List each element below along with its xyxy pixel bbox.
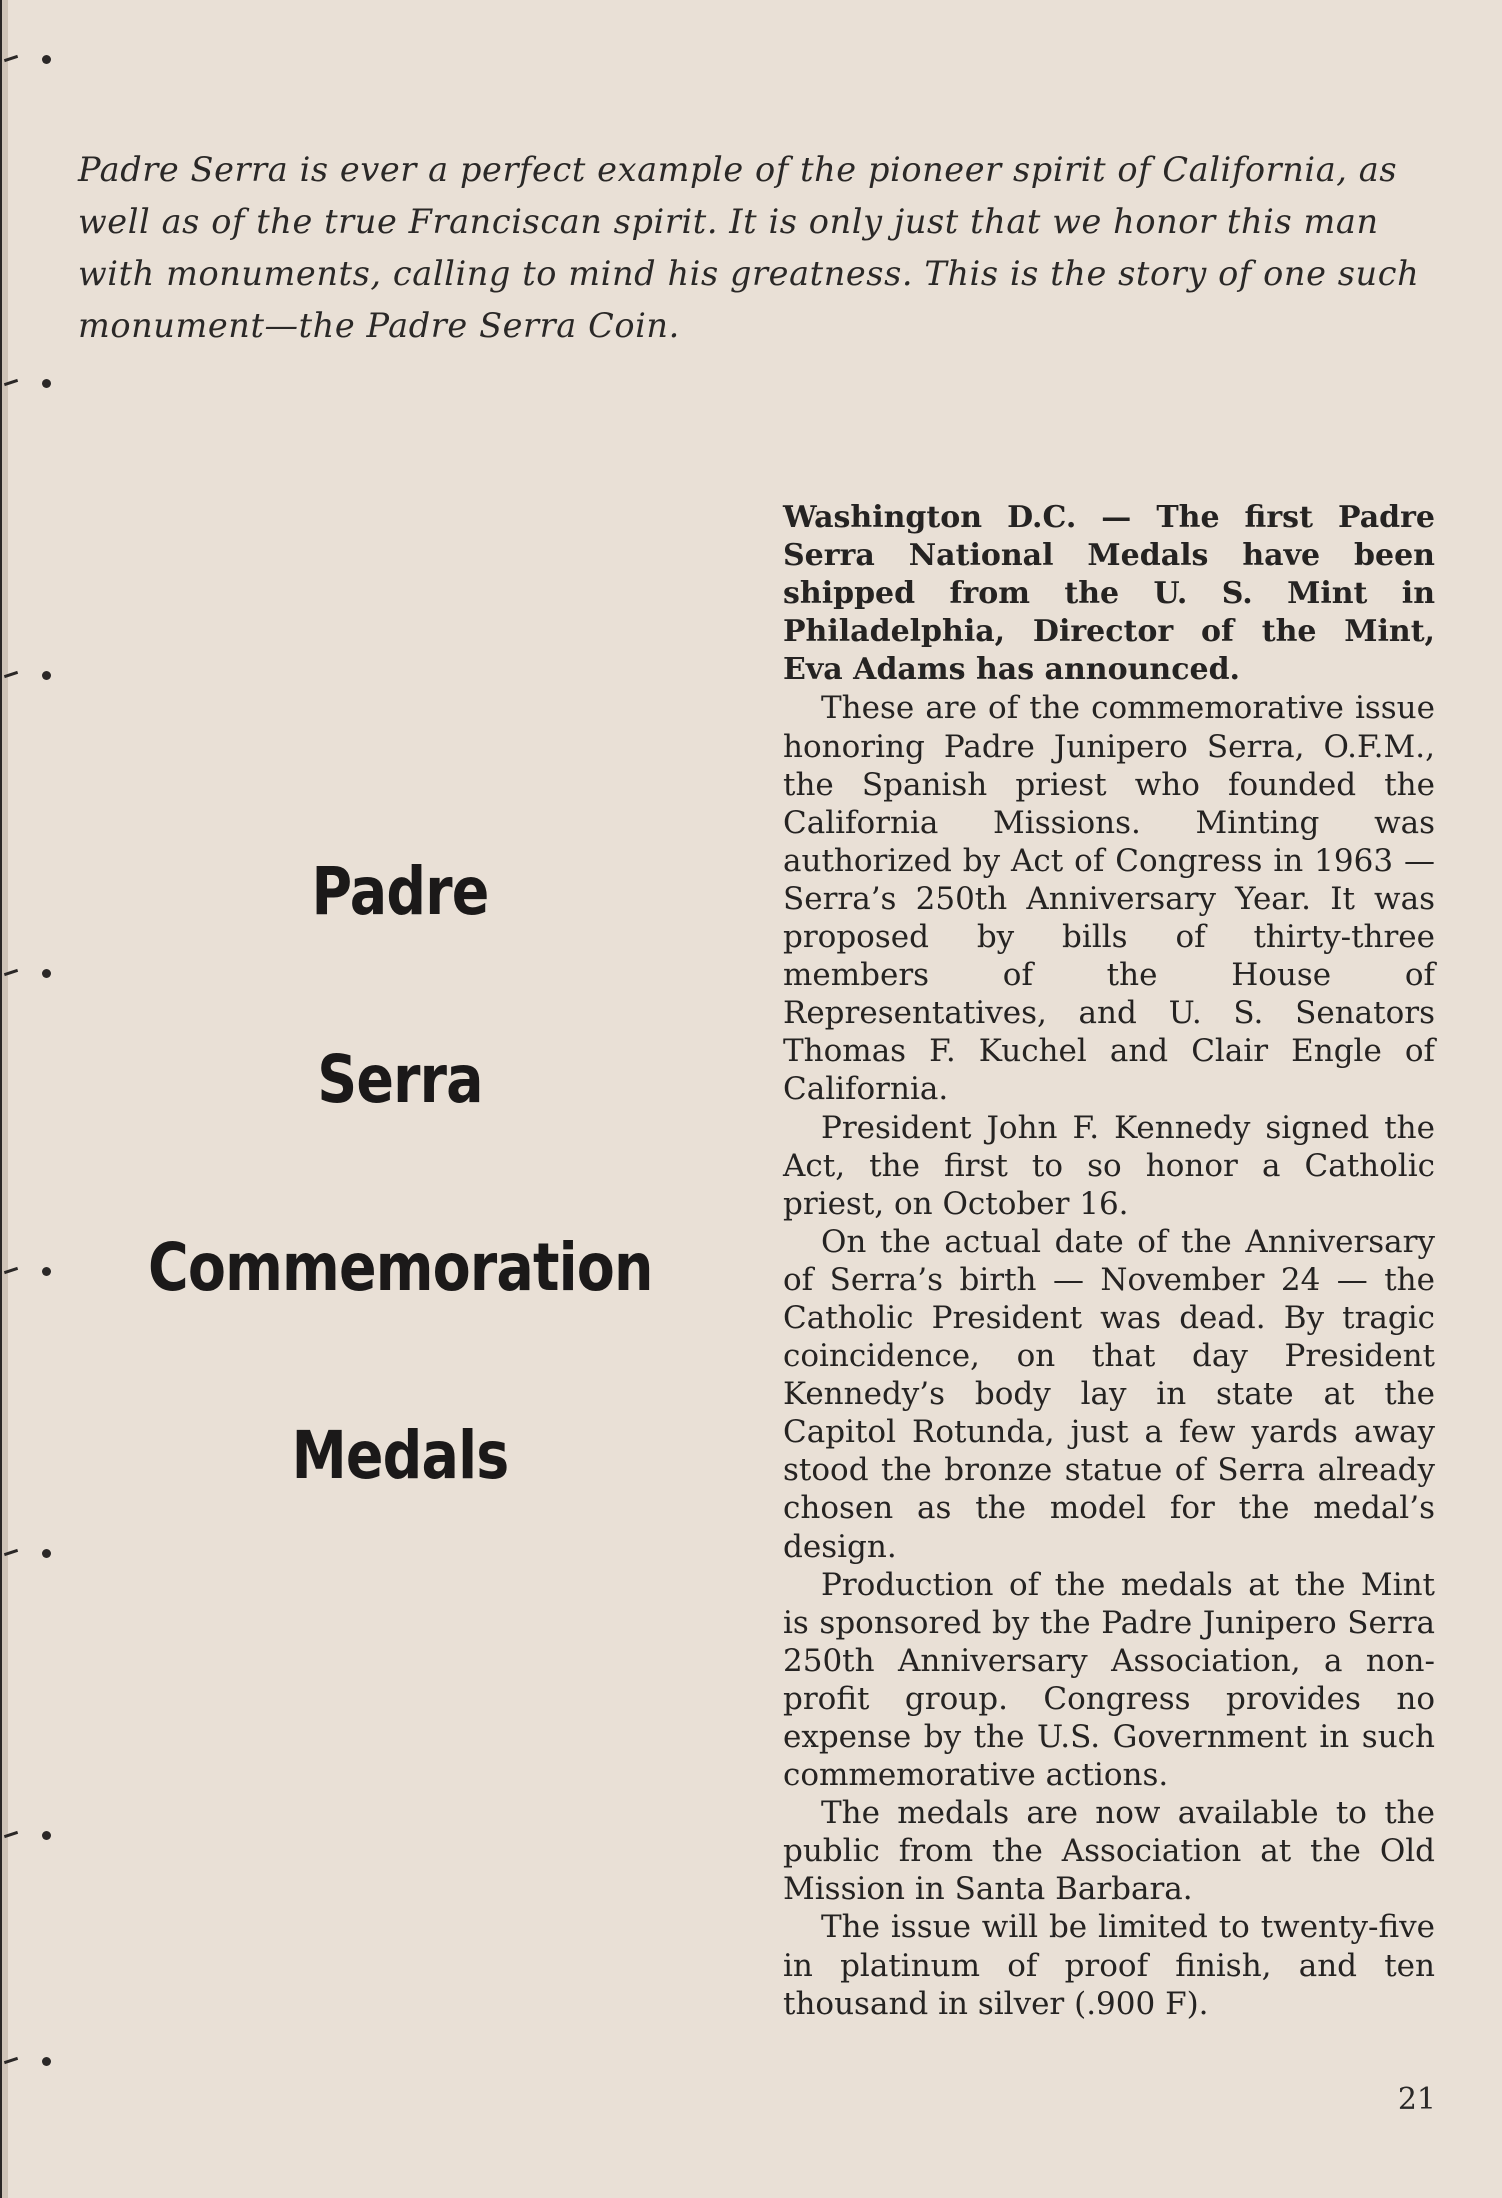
body-paragraph: On the actual date of the Anniversary of Serra’s birth — November 24 — the Catholic President was dead. By tragic coincidence, on that day President Kennedy’s body lay in state at the Capitol Rotunda, just a few yards away stood the bronze statue of Serra already chosen as the model for the medal’s design. (783, 1223, 1435, 1565)
staple-hole-mark (4, 966, 26, 980)
body-paragraph: These are of the commemorative issue honoring Padre Junipero Serra, O.F.M., the Spanish priest who founded the California Missions. Minting was authorized by Act of Congress in 1963 — Serra’s 250th Anniversary Year. It was proposed by bills of thirty-three members of the House of Representatives, and U. S. Senators Thomas F. Kuchel and Clair Engle of California. (783, 690, 1435, 1108)
staple-hole-mark (4, 1828, 26, 1842)
staple-hole-mark (4, 668, 26, 682)
staple-hole-mark (4, 1546, 26, 1560)
body-paragraph: The issue will be limited to twenty-five in platinum of proof finish, and ten thousand in silver (.900 F). (783, 1909, 1435, 2022)
staple-hole-mark (4, 52, 26, 66)
title-line: Medals (291, 1417, 509, 1494)
staple-hole-mark (4, 1264, 26, 1278)
article-body (783, 499, 1435, 2023)
staple-hole-mark (4, 376, 26, 390)
title-line: Padre (311, 853, 489, 930)
article-title (148, 798, 652, 1550)
body-paragraph: The medals are now available to the public from the Association at the Old Mission in Santa Barbara. (783, 1795, 1435, 1908)
title-line: Serra (317, 1041, 483, 1118)
page-number: 21 (1397, 2082, 1436, 2117)
staple-hole-mark (4, 2054, 26, 2068)
lead-paragraph: Washington D.C. — The first Padre Serra National Medals have been shipped from the U. S. Mint in Philadelphia, Director of the Mint, Eva Adams has announced. (783, 500, 1435, 688)
title-line: Commemoration (148, 1229, 653, 1306)
intro-paragraph: Padre Serra is ever a perfect example of the pioneer spirit of California, as well as of the true Franciscan spirit. It is only just that we honor this man with monuments, calling to mind his greatness. This is the story of one such monument—the Padre Serra Coin. (78, 150, 1420, 345)
binding-edge (0, 0, 8, 2198)
body-paragraph: Production of the medals at the Mint is sponsored by the Padre Junipero Serra 250th Anniversary Association, a non-profit group. Congress provides no expense by the U.S. Government in such commemorative actions. (783, 1566, 1435, 1794)
body-paragraph: President John F. Kennedy signed the Act, the first to so honor a Catholic priest, on October 16. (783, 1109, 1435, 1222)
